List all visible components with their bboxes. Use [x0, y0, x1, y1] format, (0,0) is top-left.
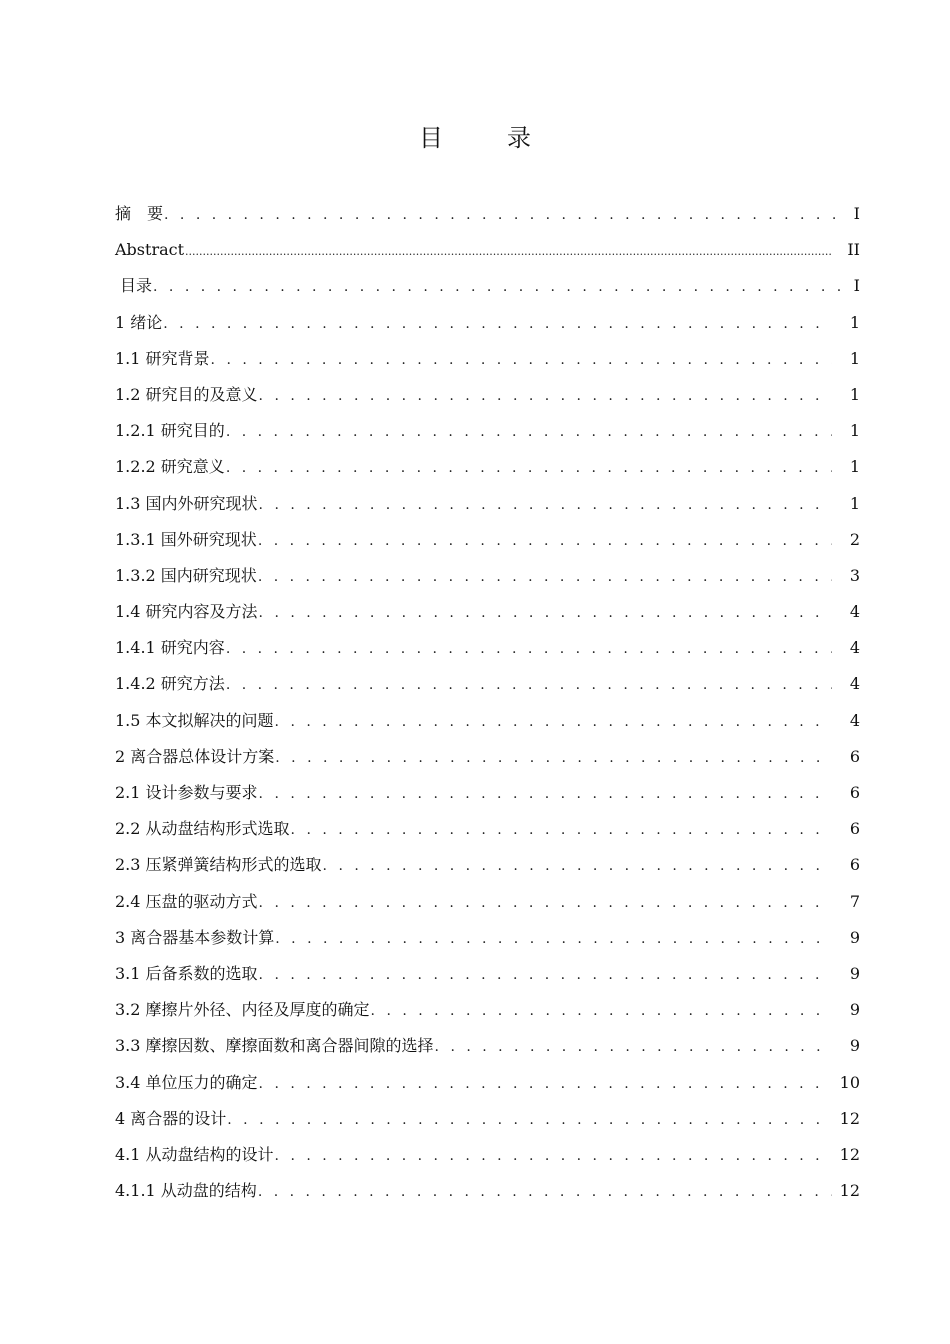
toc-entry-page-number: 1	[849, 421, 860, 441]
toc-entry[interactable]	[115, 196, 860, 232]
toc-leader-dots	[275, 921, 832, 957]
toc-entry-label: 1.5 本文拟解决的问题	[115, 710, 274, 730]
toc-entry-label: 1 绪论	[115, 312, 163, 332]
toc-entry-label: 1.2.1 研究目的	[115, 421, 225, 441]
toc-entry-page-number: 3	[849, 565, 860, 585]
toc-entry-label: 1.4 研究内容及方法	[115, 602, 258, 622]
toc-entry[interactable]	[115, 739, 860, 775]
toc-entry-label: 3.3 摩擦因数、摩擦面数和离合器间隙的选择	[115, 1036, 434, 1056]
toc-entry-label: Abstract	[115, 240, 185, 260]
toc-entry-label: 1.2.2 研究意义	[115, 457, 225, 477]
toc-entry-page-number: 2	[849, 529, 860, 549]
toc-entry-page-number: 6	[849, 819, 860, 839]
toc-leader-dots	[275, 740, 832, 776]
toc-entry[interactable]	[115, 1173, 860, 1209]
toc-leader-dots	[259, 885, 832, 921]
toc-entry-page-number: I	[853, 204, 860, 223]
toc-entry-label: 1.3.2 国内研究现状	[115, 565, 257, 585]
toc-leader-dots	[185, 234, 832, 270]
toc-entry-page-number: 1	[849, 348, 860, 368]
toc-entry-label: 2 离合器总体设计方案	[115, 746, 275, 766]
toc-entry-page-number: 4	[849, 674, 860, 694]
toc-leader-dots	[323, 848, 832, 884]
toc-entry-label: 2.1 设计参数与要求	[115, 783, 258, 802]
toc-entry-label: 4 离合器的设计	[115, 1108, 227, 1128]
toc-entry[interactable]	[115, 703, 860, 739]
toc-entry[interactable]	[115, 630, 860, 666]
toc-entry[interactable]	[115, 341, 860, 377]
toc-entry-page-number: 9	[849, 1000, 860, 1020]
toc-entry-page-number: 6	[849, 855, 860, 875]
toc-entry-page-number: 9	[849, 1036, 860, 1056]
toc-entry[interactable]	[115, 811, 860, 847]
toc-entry-label: 1.1 研究背景	[115, 348, 210, 368]
toc-entry-page-number: 9	[849, 927, 860, 947]
toc-leader-dots	[259, 595, 832, 631]
toc-entry[interactable]	[115, 413, 860, 449]
toc-entry-label: 3.2 摩擦片外径、内径及厚度的确定	[115, 1000, 370, 1020]
toc-entry[interactable]	[115, 522, 860, 558]
toc-entry-page-number: 10	[839, 1072, 860, 1092]
toc-entry[interactable]	[115, 232, 860, 268]
toc-entry-label: 1.3.1 国外研究现状	[115, 529, 257, 549]
toc-entry[interactable]	[115, 268, 860, 304]
toc-entry[interactable]	[115, 920, 860, 956]
toc-entry-page-number: I	[853, 276, 860, 296]
toc-entry-page-number: 1	[849, 457, 860, 477]
toc-leader-dots	[227, 1102, 832, 1138]
toc-entry[interactable]	[115, 1028, 860, 1064]
table-of-contents	[115, 196, 860, 1209]
toc-entry[interactable]	[115, 884, 860, 920]
toc-leader-dots	[153, 269, 846, 305]
toc-entry-page-number: 4	[849, 602, 860, 622]
toc-entry[interactable]	[115, 666, 860, 702]
toc-entry[interactable]	[115, 558, 860, 594]
toc-leader-dots	[435, 1029, 832, 1065]
toc-entry-label: 1.2 研究目的及意义	[115, 384, 258, 404]
toc-leader-dots	[291, 812, 832, 848]
toc-leader-dots	[371, 993, 832, 1029]
toc-leader-dots	[163, 306, 832, 342]
toc-entry-page-number: 6	[849, 783, 860, 802]
toc-entry-label: 1.4.1 研究内容	[115, 638, 225, 658]
toc-entry-page-number: 12	[839, 1181, 860, 1201]
toc-entry-page-number: 6	[849, 746, 860, 766]
toc-entry-label: 3.1 后备系数的选取	[115, 963, 258, 983]
toc-entry-label: 1.4.2 研究方法	[115, 674, 225, 694]
toc-entry[interactable]	[115, 1101, 860, 1137]
toc-entry[interactable]	[115, 486, 860, 522]
toc-entry-page-number: II	[847, 240, 860, 260]
toc-entry-page-number: 1	[849, 384, 860, 404]
toc-leader-dots	[164, 197, 846, 233]
toc-entry-label: 2.2 从动盘结构形式选取	[115, 819, 290, 839]
toc-entry[interactable]	[115, 449, 860, 485]
toc-entry[interactable]	[115, 305, 860, 341]
toc-entry-label: 3 离合器基本参数计算	[115, 927, 275, 947]
toc-leader-dots	[226, 450, 832, 486]
toc-leader-dots	[258, 1174, 832, 1210]
toc-leader-dots	[259, 957, 832, 993]
toc-leader-dots	[259, 776, 832, 812]
toc-leader-dots	[211, 342, 832, 378]
toc-entry-page-number: 12	[839, 1144, 860, 1164]
toc-leader-dots	[259, 487, 832, 523]
toc-entry[interactable]	[115, 594, 860, 630]
toc-entry[interactable]	[115, 775, 860, 811]
toc-entry-label: 摘 要	[115, 204, 164, 223]
toc-leader-dots	[259, 1066, 832, 1102]
toc-entry-page-number: 12	[839, 1108, 860, 1128]
page-title: 目 录	[419, 124, 551, 152]
toc-entry-label: 2.3 压紧弹簧结构形式的选取	[115, 855, 322, 875]
toc-entry-page-number: 4	[849, 710, 860, 730]
toc-entry[interactable]	[115, 992, 860, 1028]
toc-leader-dots	[275, 704, 832, 740]
toc-leader-dots	[226, 667, 832, 703]
toc-leader-dots	[226, 414, 832, 450]
toc-leader-dots	[275, 1138, 832, 1174]
toc-entry-page-number: 9	[849, 963, 860, 983]
toc-leader-dots	[259, 378, 832, 414]
toc-entry-label: 目录	[120, 276, 153, 296]
toc-entry[interactable]	[115, 377, 860, 413]
toc-entry[interactable]	[115, 847, 860, 883]
toc-entry[interactable]	[115, 1137, 860, 1173]
toc-entry-page-number: 1	[849, 493, 860, 513]
toc-leader-dots	[226, 631, 832, 667]
toc-entry-page-number: 7	[849, 891, 860, 911]
toc-entry[interactable]	[115, 1065, 860, 1101]
toc-entry-label: 4.1.1 从动盘的结构	[115, 1181, 257, 1201]
toc-entry-label: 3.4 单位压力的确定	[115, 1072, 258, 1092]
toc-entry[interactable]	[115, 956, 860, 992]
toc-entry-page-number: 1	[849, 312, 860, 332]
toc-entry-label: 2.4 压盘的驱动方式	[115, 891, 258, 911]
toc-entry-label: 1.3 国内外研究现状	[115, 493, 258, 513]
toc-entry-label: 4.1 从动盘结构的设计	[115, 1144, 274, 1164]
toc-leader-dots	[258, 523, 832, 559]
toc-leader-dots	[258, 559, 832, 595]
toc-entry-page-number: 4	[849, 638, 860, 658]
